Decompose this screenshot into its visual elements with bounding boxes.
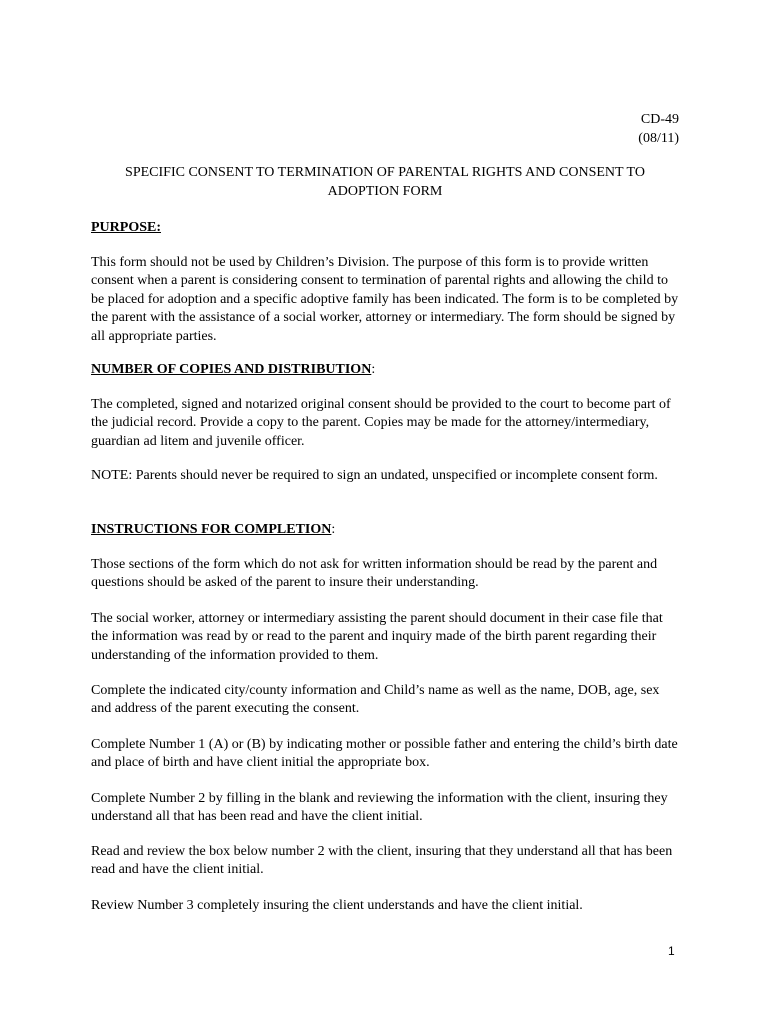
title-line-2: ADOPTION FORM bbox=[327, 184, 443, 199]
instruction-paragraph-1: Those sections of the form which do not ask for written information should be read by the parent and questions should be asked of the parent to insure their understanding. bbox=[91, 557, 658, 591]
copies-heading-colon: : bbox=[371, 362, 376, 377]
instruction-paragraph-5: Complete Number 2 by filling in the blank and reviewing the information with the client, insuring they understand all that has been read and have the client initial. bbox=[91, 791, 668, 825]
form-identifier bbox=[638, 110, 679, 148]
title-line-1: SPECIFIC CONSENT TO TERMINATION OF PARENTAL RIGHTS AND CONSENT TO bbox=[125, 165, 645, 180]
instruction-paragraph-6: Read and review the box below number 2 with the client, insuring that they understand all that has been read and have the client initial. bbox=[91, 844, 673, 878]
copies-heading-row bbox=[91, 361, 683, 379]
instruction-paragraph-3: Complete the indicated city/county information and Child’s name as well as the name, DOB, age, sex and address of the parent executing the consent. bbox=[91, 683, 660, 717]
instructions-heading-row bbox=[91, 521, 683, 539]
instruction-paragraph-4: Complete Number 1 (A) or (B) by indicating mother or possible father and entering the child’s birth date and place of birth and have client initial the appropriate box. bbox=[91, 737, 678, 771]
purpose-paragraph: This form should not be used by Children’s Division. The purpose of this form is to provide written consent when a parent is considering consent to termination of parental rights and allowing the child to be placed for adoption and a specific adoptive family has been indicated. The form is to be completed by the parent with the assistance of a social worker, attorney or intermediary. The form should be signed by all appropriate parties. bbox=[91, 255, 679, 344]
copies-heading: NUMBER OF COPIES AND DISTRIBUTION bbox=[91, 362, 372, 377]
document-title bbox=[91, 163, 679, 201]
instructions-heading: INSTRUCTIONS FOR COMPLETION bbox=[91, 522, 332, 537]
instruction-paragraph-7: Review Number 3 completely insuring the client understands and have the client initial. bbox=[91, 898, 583, 913]
form-code: CD-49 bbox=[640, 112, 679, 127]
copies-paragraph: The completed, signed and notarized original consent should be provided to the court to become part of the judicial record. Provide a copy to the parent. Copies may be made for the attorney/intermediary, guardian ad litem and juvenile officer. bbox=[91, 397, 671, 449]
instructions-heading-colon: : bbox=[331, 522, 336, 537]
form-revision-date: (08/11) bbox=[638, 131, 679, 146]
instruction-paragraph-2: The social worker, attorney or intermediary assisting the parent should document in their case file that the information was read by or read to the parent and inquiry made of the birth parent regarding their understanding of the information provided to them. bbox=[91, 611, 663, 663]
page-number: 1 bbox=[668, 944, 675, 958]
purpose-heading: PURPOSE: bbox=[91, 220, 161, 235]
note-paragraph: NOTE: Parents should never be required to sign an undated, unspecified or incomplete consent form. bbox=[91, 468, 658, 483]
